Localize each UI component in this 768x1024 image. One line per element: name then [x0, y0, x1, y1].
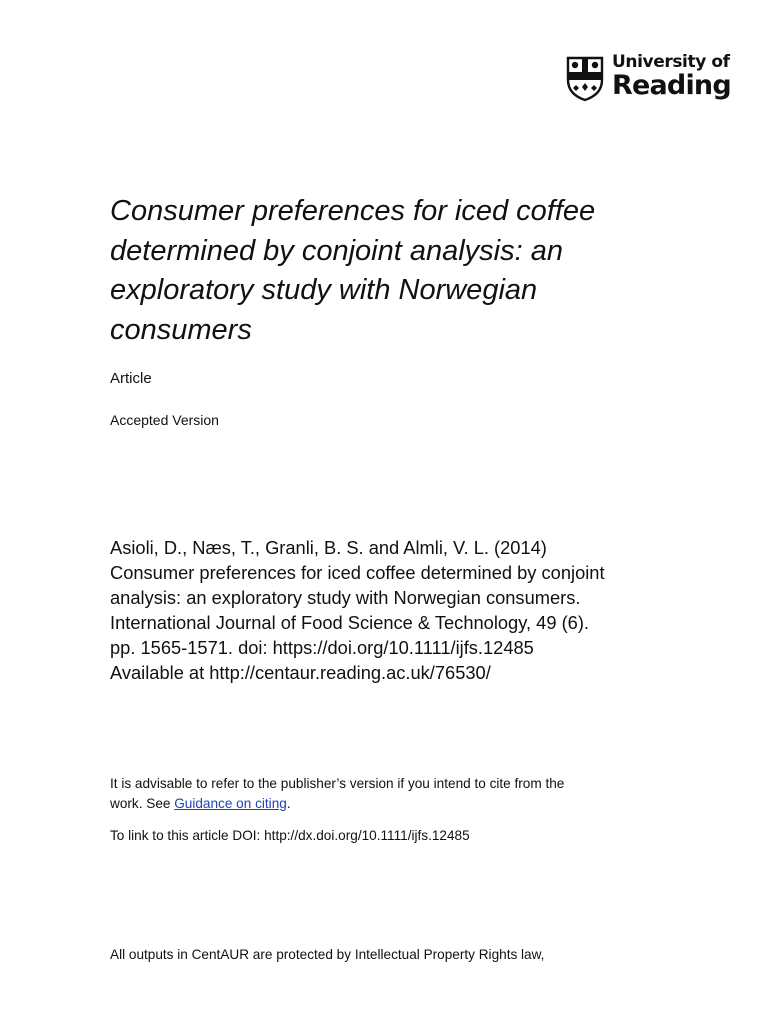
university-logo	[566, 52, 731, 106]
article-doi-link: To link to this article DOI: http://dx.doi.org/10.1111/ijfs.12485	[110, 828, 470, 843]
advice-line-2	[110, 794, 710, 814]
logo-line-reading: Reading	[612, 70, 731, 101]
citation-line: Consumer preferences for iced coffee determined by conjoint	[110, 562, 605, 583]
citation-line: International Journal of Food Science & Technology, 49 (6).	[110, 612, 589, 633]
document-title: Consumer preferences for iced coffee determined by conjoint analysis: an exploratory study with Norwegian consumers	[110, 195, 596, 346]
citation-line: pp. 1565-1571. doi: https://doi.org/10.1111/ijfs.12485	[110, 637, 534, 658]
document-type: Article	[110, 370, 152, 387]
citation-advice	[110, 774, 710, 813]
logo-line-university: University of	[612, 52, 730, 72]
document-version: Accepted Version	[110, 412, 219, 428]
citation-block	[110, 535, 730, 685]
advice-suffix: .	[286, 795, 291, 811]
guidance-on-citing-link[interactable]: Guidance on citing	[174, 795, 287, 811]
ip-rights-notice: All outputs in CentAUR are protected by Intellectual Property Rights law,	[110, 947, 545, 962]
citation-line: Asioli, D., Næs, T., Granli, B. S. and Almli, V. L. (2014)	[110, 537, 547, 558]
crest-icon	[566, 56, 604, 102]
advice-line: It is advisable to refer to the publisher’s version if you intend to cite from the	[110, 776, 565, 791]
citation-line: analysis: an exploratory study with Norwegian consumers.	[110, 587, 581, 608]
citation-line: Available at http://centaur.reading.ac.uk/76530/	[110, 662, 491, 683]
advice-prefix: work. See	[110, 795, 175, 811]
logo-wordmark	[612, 52, 731, 101]
